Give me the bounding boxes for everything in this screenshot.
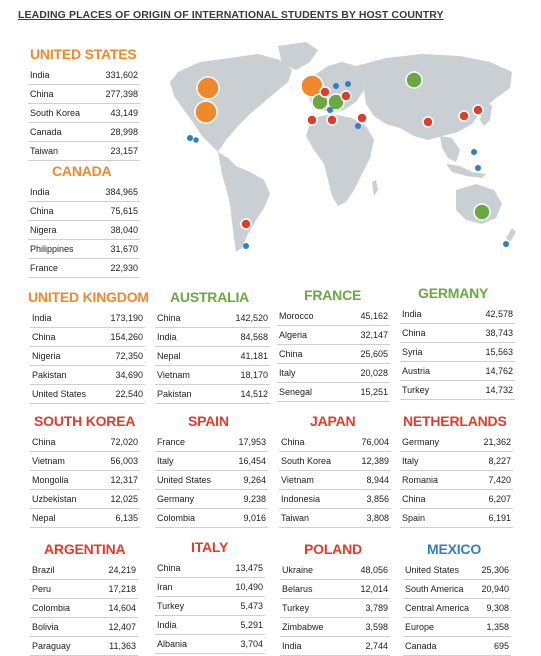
origin-country: France xyxy=(30,263,59,273)
origin-country: South Korea xyxy=(30,108,81,118)
student-count: 17,953 xyxy=(238,437,266,447)
origin-country: Canada xyxy=(405,641,437,651)
origin-row xyxy=(30,490,140,509)
south-america-landmass xyxy=(218,152,270,252)
student-count: 28,998 xyxy=(110,127,138,137)
student-count: 2,744 xyxy=(365,641,388,651)
origin-country: United States xyxy=(32,389,87,399)
student-count: 48,056 xyxy=(360,565,388,575)
host-country-block xyxy=(403,541,511,656)
student-count: 17,218 xyxy=(108,584,136,594)
origin-list xyxy=(28,66,140,161)
host-country-heading: CANADA xyxy=(52,163,112,179)
origin-row xyxy=(30,347,145,366)
origin-list xyxy=(400,433,513,528)
student-count: 18,170 xyxy=(240,370,268,380)
student-count: 8,944 xyxy=(366,475,389,485)
origin-row xyxy=(400,452,513,471)
origin-country: Paraguay xyxy=(32,641,71,651)
origin-row xyxy=(28,85,140,104)
origin-country: Germany xyxy=(402,437,440,447)
student-count: 45,162 xyxy=(360,311,388,321)
origin-country: Turkey xyxy=(402,385,430,395)
origin-row xyxy=(155,490,268,509)
map-marker xyxy=(327,115,337,125)
origin-country: Canada xyxy=(30,127,62,137)
student-count: 84,568 xyxy=(240,332,268,342)
origin-row xyxy=(277,345,390,364)
origin-country: China xyxy=(157,563,181,573)
host-country-block xyxy=(28,289,149,404)
student-count: 23,157 xyxy=(110,146,138,156)
map-marker xyxy=(459,111,469,121)
africa-landmass xyxy=(306,114,374,206)
origin-country: India xyxy=(157,332,177,342)
origin-row xyxy=(403,618,511,637)
origin-row xyxy=(403,637,511,656)
origin-row xyxy=(28,221,140,240)
student-count: 12,317 xyxy=(110,475,138,485)
origin-row xyxy=(155,452,268,471)
origin-country: Ukraine xyxy=(282,565,314,575)
host-country-block xyxy=(30,413,140,528)
student-count: 38,743 xyxy=(485,328,513,338)
host-country-block xyxy=(30,541,138,656)
origin-row xyxy=(400,490,513,509)
origin-list xyxy=(30,433,140,528)
host-country-block xyxy=(400,285,515,400)
host-country-heading: SOUTH KOREA xyxy=(34,413,136,429)
host-country-heading: POLAND xyxy=(304,541,362,557)
origin-row xyxy=(155,385,270,404)
origin-row xyxy=(30,599,138,618)
origin-row xyxy=(30,471,140,490)
host-country-heading: AUSTRALIA xyxy=(170,289,250,305)
origin-row xyxy=(30,385,145,404)
origin-country: Senegal xyxy=(279,387,313,397)
origin-row xyxy=(28,104,140,123)
origin-row xyxy=(30,366,145,385)
student-count: 42,578 xyxy=(485,309,513,319)
student-count: 12,014 xyxy=(360,584,388,594)
origin-country: China xyxy=(32,332,56,342)
origin-row xyxy=(400,305,515,324)
origin-row xyxy=(155,366,270,385)
origin-country: China xyxy=(279,349,303,359)
origin-row xyxy=(155,309,270,328)
origin-country: India xyxy=(30,70,50,80)
origin-country: Brazil xyxy=(32,565,55,575)
student-count: 7,420 xyxy=(488,475,511,485)
student-count: 15,563 xyxy=(485,347,513,357)
origin-row xyxy=(155,597,265,616)
origin-list xyxy=(28,183,140,278)
student-count: 14,512 xyxy=(240,389,268,399)
origin-country: Nepal xyxy=(157,351,181,361)
map-marker xyxy=(195,101,217,123)
origin-list xyxy=(155,309,270,404)
host-country-heading: FRANCE xyxy=(304,287,362,303)
student-count: 9,238 xyxy=(243,494,266,504)
origin-country: Turkey xyxy=(282,603,310,613)
origin-row xyxy=(400,381,515,400)
origin-country: Iran xyxy=(157,582,173,592)
origin-row xyxy=(30,328,145,347)
origin-country: South Korea xyxy=(281,456,332,466)
student-count: 14,604 xyxy=(108,603,136,613)
origin-country: Central America xyxy=(405,603,470,613)
map-marker xyxy=(193,137,200,144)
world-map xyxy=(160,40,530,260)
origin-row xyxy=(400,324,515,343)
student-count: 13,475 xyxy=(235,563,263,573)
origin-row xyxy=(155,328,270,347)
origin-country: Syria xyxy=(402,347,423,357)
origin-row xyxy=(400,509,513,528)
student-count: 10,490 xyxy=(235,582,263,592)
map-marker xyxy=(357,113,367,123)
student-count: 72,350 xyxy=(115,351,143,361)
origin-row xyxy=(28,142,140,161)
student-count: 3,789 xyxy=(365,603,388,613)
map-marker xyxy=(327,107,333,113)
origin-country: Vietnam xyxy=(32,456,65,466)
student-count: 14,762 xyxy=(485,366,513,376)
map-marker xyxy=(333,83,339,89)
origin-row xyxy=(28,202,140,221)
origin-country: Romania xyxy=(402,475,439,485)
origin-list xyxy=(277,307,390,402)
student-count: 11,363 xyxy=(109,641,136,651)
origin-row xyxy=(30,637,138,656)
origin-row xyxy=(280,561,390,580)
student-count: 331,602 xyxy=(105,70,138,80)
origin-row xyxy=(155,635,265,654)
origin-row xyxy=(400,343,515,362)
origin-country: Pakistan xyxy=(32,370,67,380)
student-count: 14,732 xyxy=(485,385,513,395)
origin-list xyxy=(403,561,511,656)
student-count: 21,362 xyxy=(483,437,511,447)
student-count: 12,407 xyxy=(108,622,136,632)
origin-country: Zimbabwe xyxy=(282,622,324,632)
origin-row xyxy=(30,452,140,471)
origin-country: South America xyxy=(405,584,464,594)
host-country-heading: NETHERLANDS xyxy=(403,413,507,429)
origin-list xyxy=(30,561,138,656)
student-count: 12,389 xyxy=(361,456,389,466)
origin-country: China xyxy=(30,206,54,216)
student-count: 34,690 xyxy=(115,370,143,380)
page-title: LEADING PLACES OF ORIGIN OF INTERNATIONAL STUDENTS BY HOST COUNTRY xyxy=(18,9,444,21)
origin-country: India xyxy=(402,309,422,319)
map-marker xyxy=(406,72,422,88)
student-count: 43,149 xyxy=(110,108,138,118)
origin-row xyxy=(155,559,265,578)
student-count: 25,605 xyxy=(360,349,388,359)
origin-country: China xyxy=(281,437,305,447)
map-marker xyxy=(243,243,249,249)
origin-country: Vietnam xyxy=(157,370,190,380)
origin-row xyxy=(403,561,511,580)
origin-country: Peru xyxy=(32,584,52,594)
map-marker xyxy=(187,135,193,141)
origin-country: Spain xyxy=(402,513,426,523)
map-marker xyxy=(423,117,433,127)
origin-row xyxy=(279,452,391,471)
origin-row xyxy=(30,618,138,637)
origin-row xyxy=(279,509,391,528)
origin-list xyxy=(30,309,145,404)
origin-country: Uzbekistan xyxy=(32,494,77,504)
student-count: 32,147 xyxy=(360,330,388,340)
origin-row xyxy=(28,259,140,278)
origin-country: Colombia xyxy=(157,513,196,523)
origin-row xyxy=(155,347,270,366)
origin-list xyxy=(280,561,390,656)
student-count: 142,520 xyxy=(235,313,268,323)
map-marker xyxy=(471,149,477,155)
map-marker xyxy=(320,87,330,97)
student-count: 22,540 xyxy=(115,389,143,399)
origin-country: China xyxy=(402,328,426,338)
student-count: 3,598 xyxy=(365,622,388,632)
host-country-block xyxy=(28,46,140,161)
origin-row xyxy=(277,307,390,326)
origin-row xyxy=(280,599,390,618)
map-marker xyxy=(197,77,219,99)
origin-list xyxy=(279,433,391,528)
origin-row xyxy=(277,326,390,345)
student-count: 22,930 xyxy=(110,263,138,273)
origin-country: Nigeria xyxy=(32,351,61,361)
origin-country: Mongolia xyxy=(32,475,69,485)
student-count: 20,028 xyxy=(360,368,388,378)
origin-row xyxy=(279,490,391,509)
origin-country: Vietnam xyxy=(281,475,314,485)
origin-row xyxy=(155,471,268,490)
student-count: 6,207 xyxy=(488,494,511,504)
origin-row xyxy=(28,123,140,142)
origin-country: China xyxy=(157,313,181,323)
origin-row xyxy=(28,66,140,85)
student-count: 3,856 xyxy=(366,494,389,504)
madagascar-landmass xyxy=(372,180,378,196)
origin-row xyxy=(28,240,140,259)
host-country-heading: SPAIN xyxy=(188,413,229,429)
map-marker xyxy=(474,204,490,220)
map-marker xyxy=(345,81,351,87)
origin-row xyxy=(155,578,265,597)
student-count: 5,291 xyxy=(240,620,263,630)
origin-country: France xyxy=(157,437,186,447)
origin-row xyxy=(30,433,140,452)
origin-row xyxy=(155,509,268,528)
origin-country: India xyxy=(157,620,177,630)
map-marker xyxy=(355,123,361,129)
origin-row xyxy=(30,309,145,328)
student-count: 72,020 xyxy=(110,437,138,447)
origin-country: Nigera xyxy=(30,225,57,235)
student-count: 3,704 xyxy=(240,639,263,649)
origin-list xyxy=(155,433,268,528)
host-country-block xyxy=(277,287,390,402)
origin-country: Germany xyxy=(157,494,195,504)
origin-row xyxy=(279,471,391,490)
origin-country: Italy xyxy=(157,456,174,466)
student-count: 154,260 xyxy=(110,332,143,342)
student-count: 5,473 xyxy=(240,601,263,611)
host-country-heading: UNITED KINGDOM xyxy=(28,289,149,305)
origin-row xyxy=(277,383,390,402)
student-count: 56,003 xyxy=(110,456,138,466)
origin-country: Bolivia xyxy=(32,622,59,632)
origin-country: China xyxy=(30,89,54,99)
host-country-heading: ITALY xyxy=(191,539,229,555)
origin-country: Italy xyxy=(279,368,296,378)
student-count: 25,306 xyxy=(481,565,509,575)
student-count: 6,191 xyxy=(488,513,511,523)
student-count: 695 xyxy=(493,641,509,651)
origin-country: United States xyxy=(405,565,460,575)
student-count: 6,135 xyxy=(115,513,138,523)
new-zealand-landmass xyxy=(506,228,516,242)
map-marker xyxy=(473,105,483,115)
origin-country: Indonesia xyxy=(281,494,321,504)
host-country-block xyxy=(280,541,390,656)
origin-country: Albania xyxy=(157,639,188,649)
origin-row xyxy=(28,183,140,202)
student-count: 9,308 xyxy=(486,603,509,613)
origin-country: Europe xyxy=(405,622,435,632)
origin-row xyxy=(400,471,513,490)
origin-country: Morocco xyxy=(279,311,314,321)
origin-country: Pakistan xyxy=(157,389,192,399)
origin-row xyxy=(403,580,511,599)
student-count: 20,940 xyxy=(481,584,509,594)
origin-country: Italy xyxy=(402,456,419,466)
student-count: 41,181 xyxy=(240,351,268,361)
origin-row xyxy=(30,561,138,580)
origin-country: Algeria xyxy=(279,330,308,340)
student-count: 12,025 xyxy=(110,494,138,504)
student-count: 8,227 xyxy=(488,456,511,466)
origin-country: Philippines xyxy=(30,244,74,254)
host-country-heading: MEXICO xyxy=(427,541,482,557)
student-count: 9,016 xyxy=(243,513,266,523)
origin-row xyxy=(280,580,390,599)
origin-row xyxy=(30,580,138,599)
host-country-heading: JAPAN xyxy=(310,413,356,429)
origin-country: India xyxy=(30,187,50,197)
origin-country: China xyxy=(402,494,426,504)
student-count: 38,040 xyxy=(110,225,138,235)
host-country-block xyxy=(400,413,513,528)
origin-country: Nepal xyxy=(32,513,56,523)
host-country-heading: UNITED STATES xyxy=(30,46,137,62)
student-count: 3,808 xyxy=(366,513,389,523)
origin-country: India xyxy=(282,641,302,651)
map-marker xyxy=(475,165,481,171)
student-count: 76,004 xyxy=(361,437,389,447)
map-marker xyxy=(341,91,351,101)
origin-country: United States xyxy=(157,475,212,485)
origin-row xyxy=(280,618,390,637)
origin-row xyxy=(155,433,268,452)
origin-country: Colombia xyxy=(32,603,71,613)
origin-row xyxy=(280,637,390,656)
host-country-block xyxy=(279,413,391,528)
origin-country: Taiwan xyxy=(30,146,59,156)
asia-landmass xyxy=(356,54,512,140)
origin-row xyxy=(155,616,265,635)
student-count: 31,670 xyxy=(110,244,138,254)
origin-row xyxy=(279,433,391,452)
origin-row xyxy=(403,599,511,618)
host-country-heading: ARGENTINA xyxy=(44,541,126,557)
origin-list xyxy=(155,559,265,654)
student-count: 16,454 xyxy=(238,456,266,466)
host-country-block xyxy=(155,413,268,528)
origin-country: Austria xyxy=(402,366,431,376)
origin-country: Belarus xyxy=(282,584,313,594)
origin-row xyxy=(277,364,390,383)
origin-country: Turkey xyxy=(157,601,185,611)
indochina-landmass xyxy=(440,136,460,162)
origin-country: Taiwan xyxy=(281,513,310,523)
student-count: 277,398 xyxy=(105,89,138,99)
origin-country: India xyxy=(32,313,52,323)
host-country-block xyxy=(28,163,140,278)
host-country-block xyxy=(155,539,265,654)
student-count: 75,615 xyxy=(110,206,138,216)
student-count: 1,358 xyxy=(486,622,509,632)
origin-row xyxy=(400,433,513,452)
map-marker xyxy=(503,241,509,247)
host-country-block xyxy=(155,289,270,404)
student-count: 9,264 xyxy=(243,475,266,485)
map-marker xyxy=(241,219,251,229)
student-count: 384,965 xyxy=(105,187,138,197)
student-count: 24,219 xyxy=(108,565,136,575)
origin-list xyxy=(400,305,515,400)
student-count: 15,251 xyxy=(360,387,388,397)
map-marker xyxy=(307,115,317,125)
student-count: 173,190 xyxy=(110,313,143,323)
origin-country: China xyxy=(32,437,56,447)
host-country-heading: GERMANY xyxy=(418,285,489,301)
origin-row xyxy=(30,509,140,528)
origin-row xyxy=(400,362,515,381)
